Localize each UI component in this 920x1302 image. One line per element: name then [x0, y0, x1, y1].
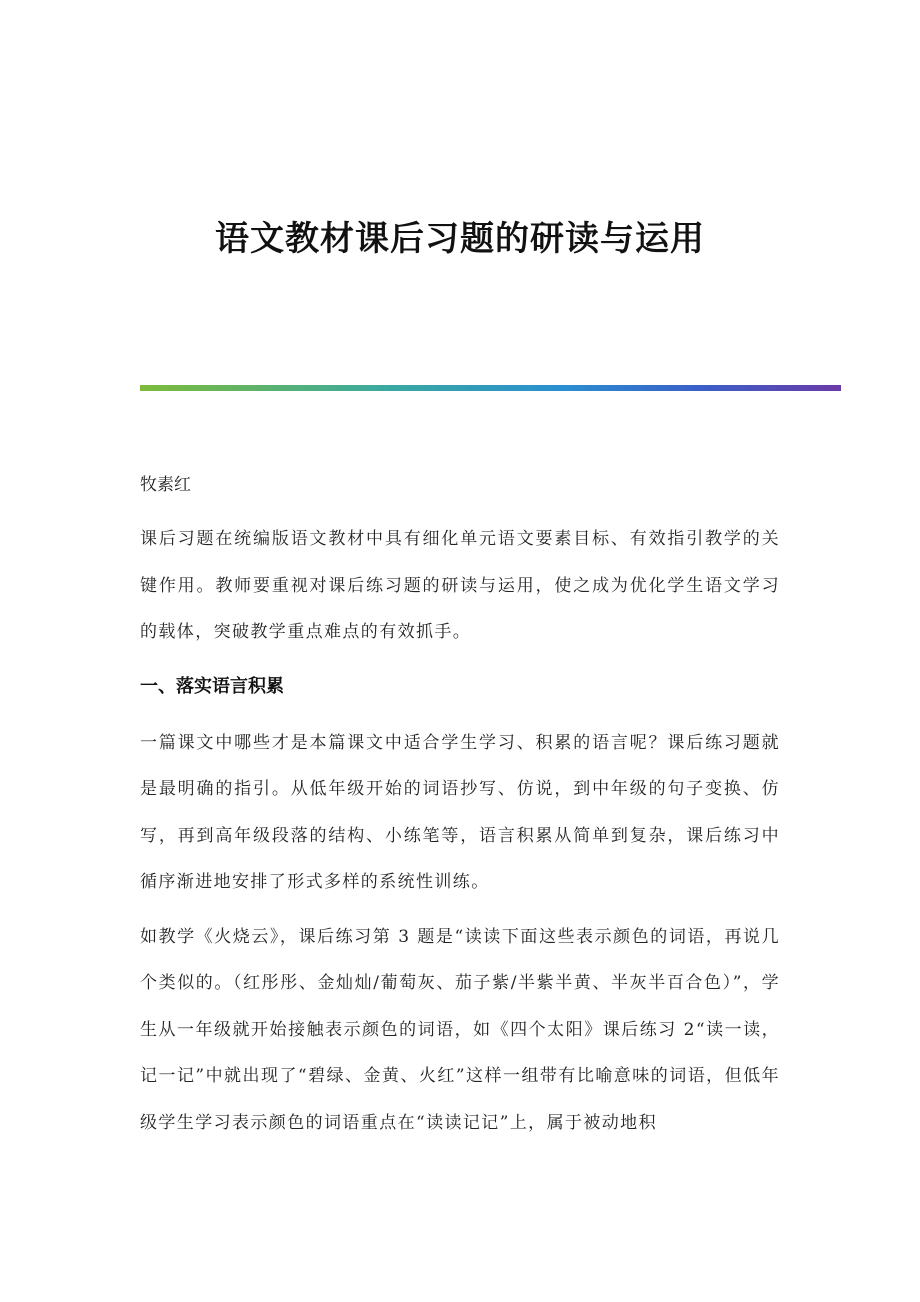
abstract-paragraph: 课后习题在统编版语文教材中具有细化单元语文要素目标、有效指引教学的关键作用。教师要重视对课后练习题的研读与运用，使之成为优化学生语文学习的载体，突破教学重点难点的有效抓手。: [140, 529, 780, 642]
author-name: 牧素红: [140, 475, 191, 495]
section-heading: 一、落实语言积累: [140, 675, 284, 697]
body-paragraph: 一篇课文中哪些才是本篇课文中适合学生学习、积累的语言呢？课后练习题就是最明确的指引。从低年级开始的词语抄写、仿说，到中年级的句子变换、仿写，再到高年级段落的结构、小练笔等，语言积累从简单到复杂，课后练习中循序渐进地安排了形式多样的系统性训练。: [140, 732, 780, 892]
body-paragraph: 如教学《火烧云》，课后练习第 3 题是“读读下面这些表示颜色的词语，再说几个类似的。（红彤彤、金灿灿/葡萄灰、茄子紫/半紫半黄、半灰半百合色）”，学生从一年级就开始接触表示颜色的词语，如《四个太阳》课后练习 2“读一读，记一记”中就出现了“碧绿、金黄、火红”这样一组带有比喻意味的词语，但低年级学生学习表示颜色的词语重点在“读读记记”上，属于被动地积: [140, 926, 780, 1133]
document-title: 语文教材课后习题的研读与运用: [215, 219, 705, 259]
title-divider: [140, 385, 841, 391]
document-body: [140, 462, 780, 1154]
